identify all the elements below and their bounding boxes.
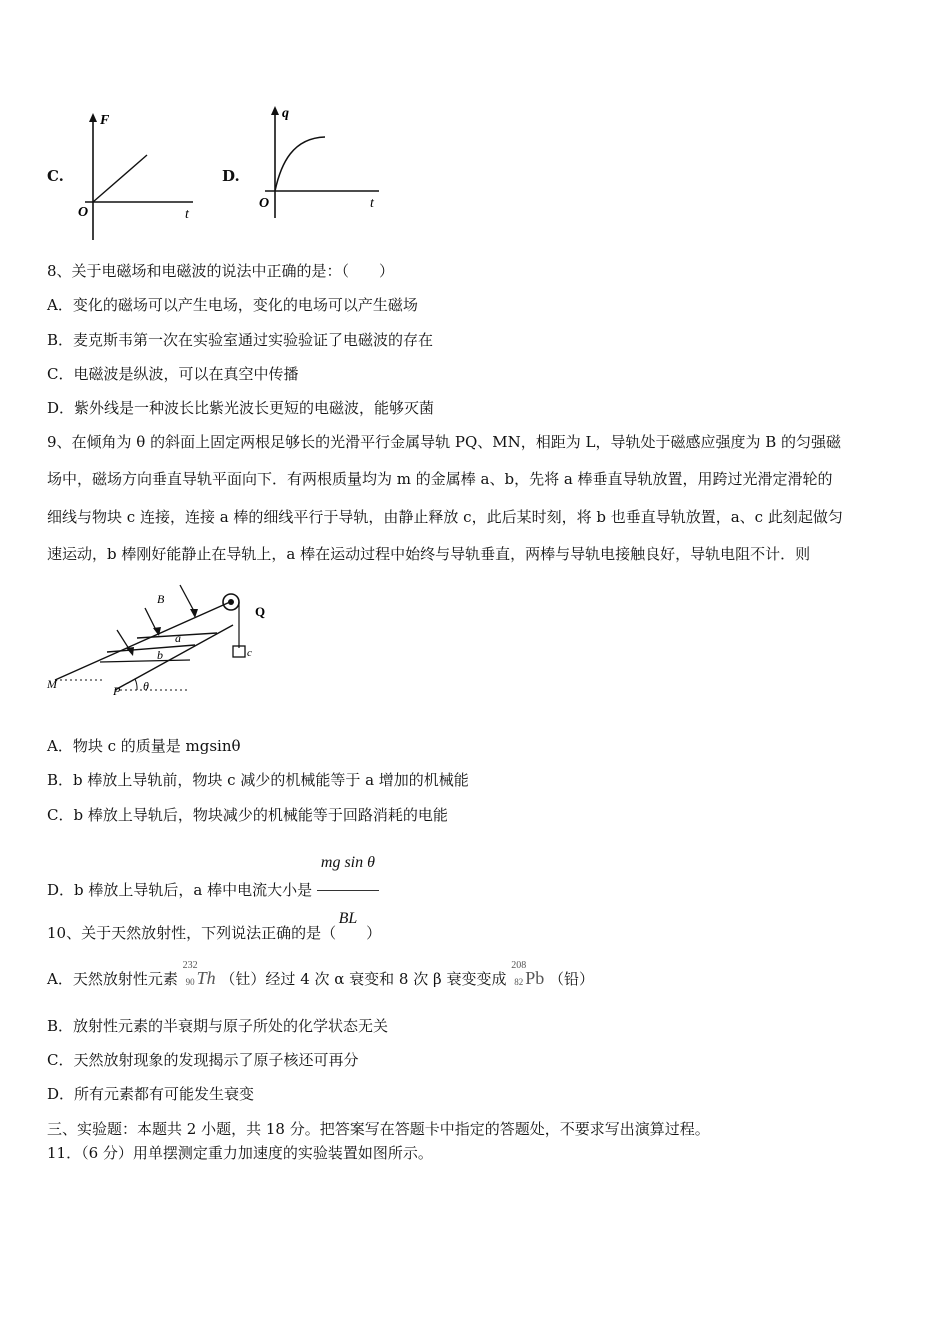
graph-d-charge-time [255,103,385,223]
q8-option-a: A．变化的磁场可以产生电场，变化的电场可以产生磁场 [47,296,418,314]
graph-d-x-label: t [370,196,374,211]
pb-symbol: Pb [525,968,545,988]
option-c-label: C. [47,167,64,185]
q9-label-b: b [157,648,163,662]
lead-nuclide [511,960,545,990]
q9-label-p: P [113,684,121,698]
th-mass-number: 232 [182,960,198,971]
q9-stem-line-4: 速运动，b 棒刚好能静止在导轨上，a 棒在运动过程中始终与导轨垂直，两棒与导轨电接触良好，导轨电阻不计．则 [47,545,811,563]
q9-option-b: B．b 棒放上导轨前，物块 c 减少的机械能等于 a 增加的机械能 [47,771,469,789]
q9-label-c: c [247,647,252,659]
q9-rail-figure [45,580,275,700]
q9-option-c: C．b 棒放上导轨后，物块减少的机械能等于回路消耗的电能 [47,806,448,824]
q8-option-d: D．紫外线是一种波长比紫光波长更短的电磁波，能够灭菌 [47,399,435,417]
graph-d-origin: O [259,196,270,211]
thorium-nuclide [182,960,216,990]
q8-option-c: C．电磁波是纵波，可以在真空中传播 [47,365,299,383]
q10-stem: 10、关于天然放射性，下列说法正确的是（ ） [47,924,382,942]
q8-stem: 8、关于电磁场和电磁波的说法中正确的是：（ ） [47,262,395,280]
graph-c-x-label: t [185,207,189,222]
q9-stem-line-3: 细线与物块 c 连接，连接 a 棒的细线平行于导轨，由静止释放 c，此后某时刻，将 b 也垂直导轨放置，a、c 此刻起做匀 [47,508,843,526]
graph-c-force-time [75,110,200,245]
option-d-label: D. [222,167,240,185]
graph-c-origin: O [78,205,89,220]
q9-option-d: D．b 棒放上导轨后，a 棒中电流大小是 [47,881,313,899]
q10-option-b: B．放射性元素的半衰期与原子所处的化学状态无关 [47,1017,389,1035]
q10-option-a-suffix: （铅） [549,970,595,988]
section-3-heading: 三、实验题：本题共 2 小题，共 18 分。把答案写在答题卡中指定的答题处，不要求写出演算过程。 [47,1120,710,1138]
q9-stem-line-1: 9、在倾角为 θ 的斜面上固定两根足够长的光滑平行金属导轨 PQ、MN，相距为 L，导轨处于磁感应强度为 B 的匀强磁 [47,433,842,451]
graph-d-y-label: q [282,106,289,121]
q10-option-d: D．所有元素都有可能发生衰变 [47,1085,255,1103]
graph-c-y-label: F [100,113,110,128]
q9-label-m: M [47,677,57,691]
fraction-numerator: mg sin θ [317,838,379,891]
pb-mass-number: 208 [511,960,527,971]
q9-option-a: A．物块 c 的质量是 mgsinθ [47,737,241,755]
q9-label-a: a [175,631,181,645]
th-symbol: Th [196,968,216,988]
q10-option-a-row [47,960,595,990]
q10-option-a-prefix: A．天然放射性元素 [47,970,178,988]
q10-option-a-middle: （钍）经过 4 次 α 衰变和 8 次 β 衰变变成 [220,970,507,988]
q9-label-b-field: B [157,592,165,606]
q9-label-q: Q [255,604,266,619]
q11-stem: 11．（6 分）用单摆测定重力加速度的实验装置如图所示。 [47,1144,433,1162]
th-atomic-number: 90 [185,977,195,987]
fraction-denominator: BL [338,910,358,927]
q9-stem-line-2: 场中，磁场方向垂直导轨平面向下．有两根质量均为 m 的金属棒 a、b，先将 a 棒垂直导轨放置，用跨过光滑定滑轮的 [47,470,833,488]
q9-label-theta: θ [143,679,149,693]
q8-option-b: B．麦克斯韦第一次在实验室通过实验验证了电磁波的存在 [47,331,434,349]
q10-option-c: C．天然放射现象的发现揭示了原子核还可再分 [47,1051,359,1069]
pb-atomic-number: 82 [514,977,524,987]
